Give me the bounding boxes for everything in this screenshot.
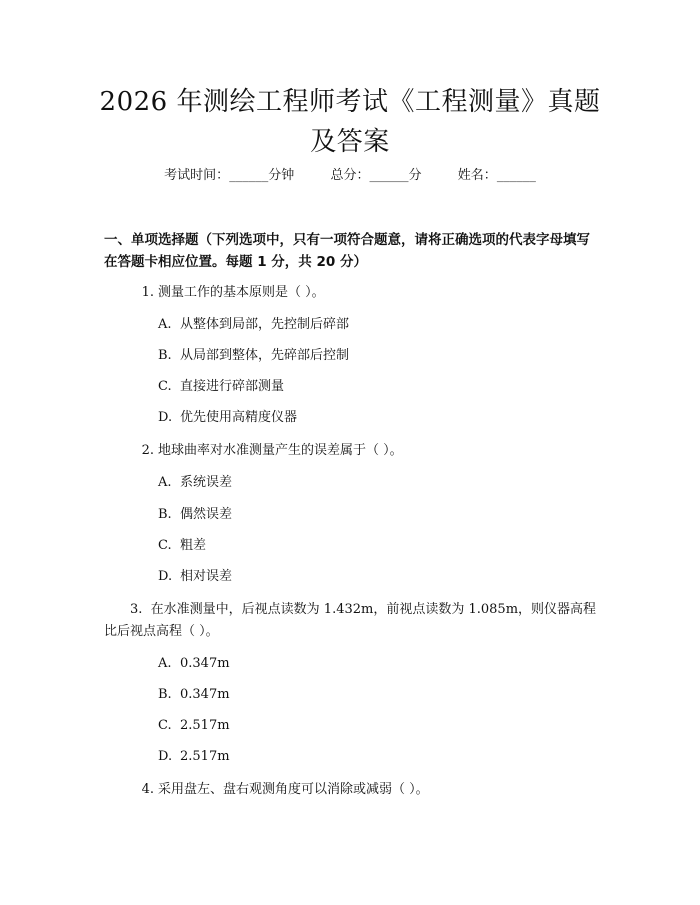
option-3b <box>158 685 230 705</box>
option-letter: A. <box>158 475 172 490</box>
option-text: 2.517m <box>180 718 230 733</box>
question-number: 1. <box>141 285 154 300</box>
option-2c <box>158 536 206 556</box>
option-letter: C. <box>158 379 172 394</box>
name-label: 姓名： <box>457 168 497 183</box>
option-2a <box>158 473 232 493</box>
option-letter: D. <box>158 410 173 425</box>
section-heading: 一、单项选择题（下列选项中，只有一项符合题意，请将正确选项的代表字母填写在答题卡相应位置。每题 1 分，共 20 分） <box>104 232 590 270</box>
question-number: 2. <box>141 443 154 458</box>
option-2b <box>158 505 232 525</box>
option-letter: D. <box>158 749 173 764</box>
option-letter: A. <box>158 656 172 671</box>
question-1 <box>104 282 600 304</box>
option-text: 粗差 <box>180 538 207 553</box>
option-3a <box>158 654 230 674</box>
option-letter: C. <box>158 718 172 733</box>
question-text: 地球曲率对水准测量产生的误差属于（ ）。 <box>158 443 403 458</box>
option-3c <box>158 716 230 736</box>
exam-time-unit: 分钟 <box>268 168 295 183</box>
option-letter: C. <box>158 538 172 553</box>
option-1d <box>158 408 297 428</box>
total-score-unit: 分 <box>408 168 422 183</box>
question-4 <box>104 779 600 801</box>
question-2 <box>104 440 600 462</box>
question-3 <box>104 599 600 643</box>
total-score-label: 总分： <box>330 168 370 183</box>
option-1c <box>158 377 284 397</box>
option-letter: B. <box>158 687 172 702</box>
question-number: 4. <box>141 782 154 797</box>
option-2d <box>158 567 232 587</box>
option-text: 偶然误差 <box>180 507 233 522</box>
option-letter: D. <box>158 569 173 584</box>
option-text: 2.517m <box>180 749 230 764</box>
question-text: 采用盘左、盘右观测角度可以消除或减弱（ ）。 <box>158 782 429 797</box>
option-text: 从整体到局部，先控制后碎部 <box>180 317 350 332</box>
question-text: 在水准测量中，后视点读数为 1.432m，前视点读数为 1.085m，则仪器高程比后视点高程（ ）。 <box>104 602 597 639</box>
option-letter: B. <box>158 507 172 522</box>
option-text: 相对误差 <box>180 569 233 584</box>
option-3d <box>158 747 230 767</box>
option-text: 从局部到整体，先碎部后控制 <box>180 348 350 363</box>
option-letter: A. <box>158 317 172 332</box>
option-1b <box>158 346 349 366</box>
exam-time-blank: ______ <box>229 168 269 183</box>
option-text: 0.347m <box>180 656 230 671</box>
option-text: 直接进行碎部测量 <box>180 379 285 394</box>
question-number: 3. <box>130 602 143 617</box>
option-text: 0.347m <box>180 687 230 702</box>
question-text: 测量工作的基本原则是（ ）。 <box>158 285 325 300</box>
name-blank: ______ <box>496 168 536 183</box>
option-text: 系统误差 <box>180 475 233 490</box>
option-text: 优先使用高精度仪器 <box>180 410 298 425</box>
option-letter: B. <box>158 348 172 363</box>
option-1a <box>158 315 349 335</box>
document-title: 2026 年测绘工程师考试《工程测量》真题及答案 <box>99 87 601 157</box>
exam-info-line <box>0 166 700 186</box>
total-score-blank: ______ <box>369 168 409 183</box>
exam-time-label: 考试时间： <box>164 168 230 183</box>
